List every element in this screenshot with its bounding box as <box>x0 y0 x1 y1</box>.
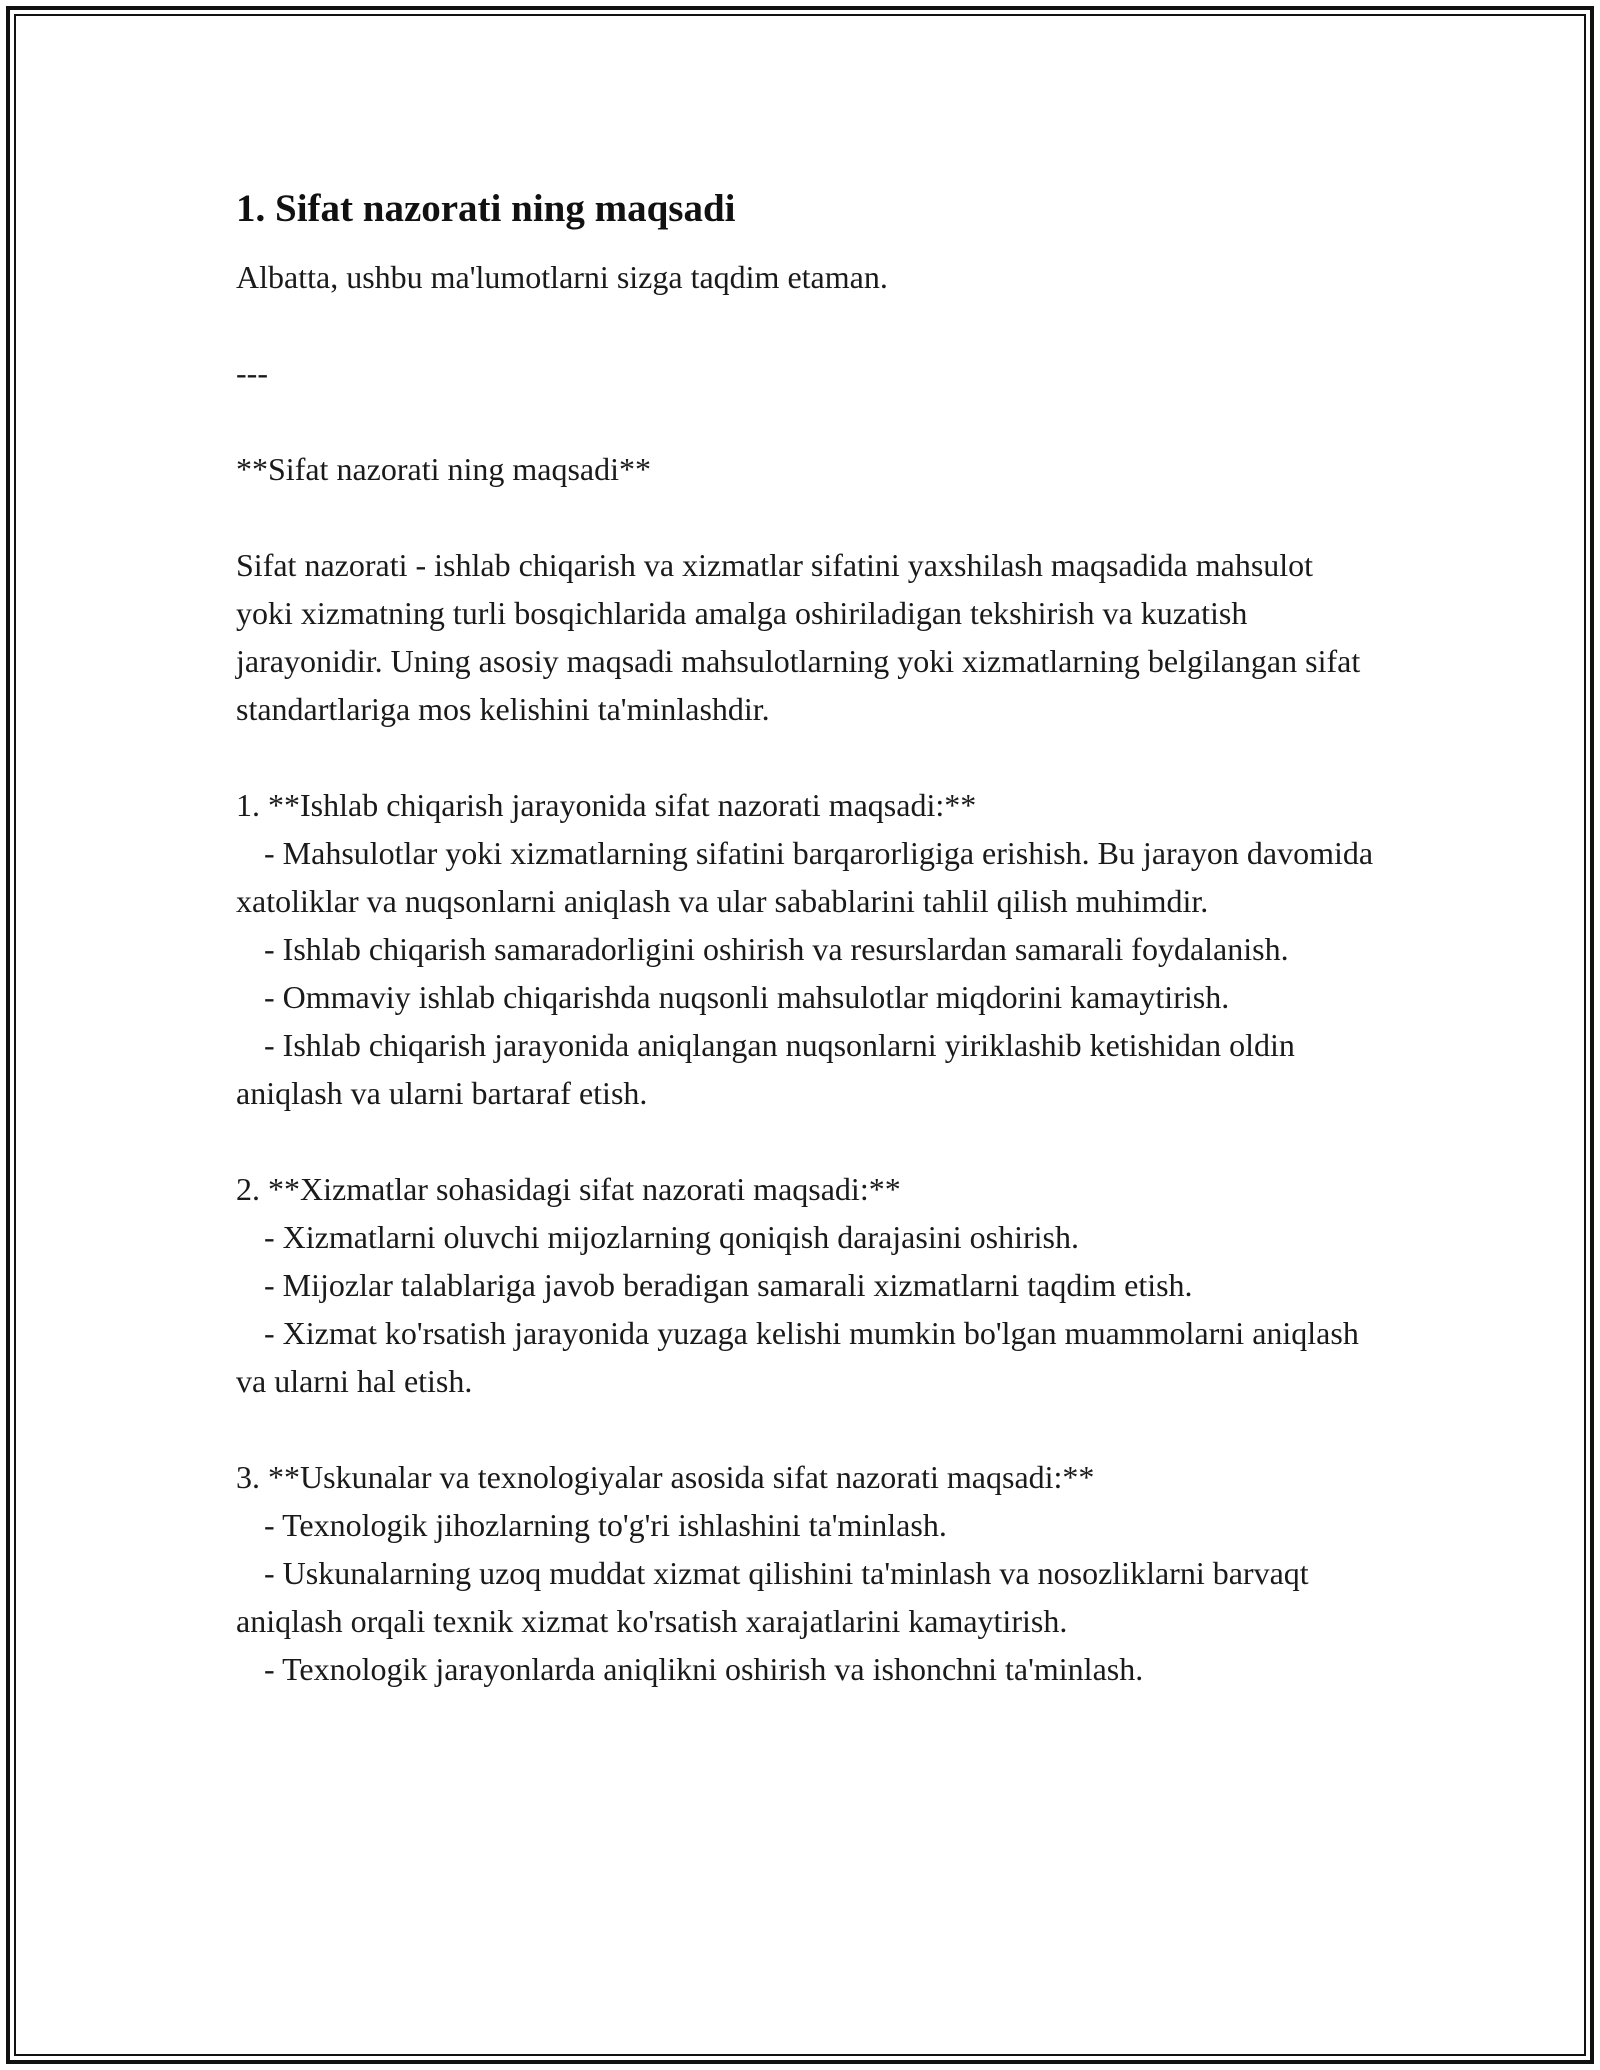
section-2 <box>236 1165 1376 1405</box>
spacer <box>236 301 1376 349</box>
document-body <box>236 185 1376 1693</box>
spacer <box>236 1405 1376 1453</box>
list-item: - Mahsulotlar yoki xizmatlarning sifatini barqarorligiga erishish. Bu jarayon davomida xatoliklar va nuqsonlarni aniqlash va ular sabablarini tahlil qilish muhimdir. <box>236 835 1374 919</box>
list-item: - Ishlab chiqarish samaradorligini oshirish va resurslardan samarali foydalanish. <box>264 931 1289 967</box>
list-item: - Ishlab chiqarish jarayonida aniqlangan nuqsonlarni yiriklashib ketishidan oldin aniqlash va ularni bartaraf etish. <box>236 1027 1295 1111</box>
section-3 <box>236 1453 1376 1693</box>
spacer <box>236 493 1376 541</box>
separator-text: --- <box>236 355 268 391</box>
spacer <box>236 397 1376 445</box>
section-heading: 2. **Xizmatlar sohasidagi sifat nazorati maqsadi:** <box>236 1171 901 1207</box>
list-item: - Xizmatlarni oluvchi mijozlarning qoniqish darajasini oshirish. <box>264 1219 1079 1255</box>
spacer <box>236 733 1376 781</box>
bold-title-text: **Sifat nazorati ning maqsadi** <box>236 451 652 487</box>
list-item: - Texnologik jarayonlarda aniqlikni oshirish va ishonchni ta'minlash. <box>264 1651 1144 1687</box>
definition-paragraph: Sifat nazorati - ishlab chiqarish va xizmatlar sifatini yaxshilash maqsadida mahsulot yoki xizmatning turli bosqichlarida amalga oshiriladigan tekshirish va kuzatish jarayonidir. Uning asosiy maqsadi mahsulotlarning yoki xizmatlarning belgilangan sifat standartlariga mos kelishini ta'minlashdir. <box>236 547 1369 727</box>
list-item: - Mijozlar talablariga javob beradigan samarali xizmatlarni taqdim etish. <box>264 1267 1193 1303</box>
spacer <box>236 1117 1376 1165</box>
list-item: - Xizmat ko'rsatish jarayonida yuzaga kelishi mumkin bo'lgan muammolarni aniqlash va ularni hal etish. <box>236 1315 1359 1399</box>
section-heading: 1. **Ishlab chiqarish jarayonida sifat nazorati maqsadi:** <box>236 787 977 823</box>
intro-text: Albatta, ushbu ma'lumotlarni sizga taqdim etaman. <box>236 259 888 295</box>
section-heading: 3. **Uskunalar va texnologiyalar asosida sifat nazorati maqsadi:** <box>236 1459 1095 1495</box>
list-item: - Texnologik jihozlarning to'g'ri ishlashini ta'minlash. <box>264 1507 947 1543</box>
list-item: - Ommaviy ishlab chiqarishda nuqsonli mahsulotlar miqdorini kamaytirish. <box>264 979 1230 1015</box>
list-item: - Uskunalarning uzoq muddat xizmat qilishini ta'minlash va nosozliklarni barvaqt aniqlash orqali texnik xizmat ko'rsatish xarajatlarini kamaytirish. <box>236 1555 1309 1639</box>
page-title: 1. Sifat nazorati ning maqsadi <box>236 187 736 230</box>
section-1 <box>236 781 1376 1117</box>
